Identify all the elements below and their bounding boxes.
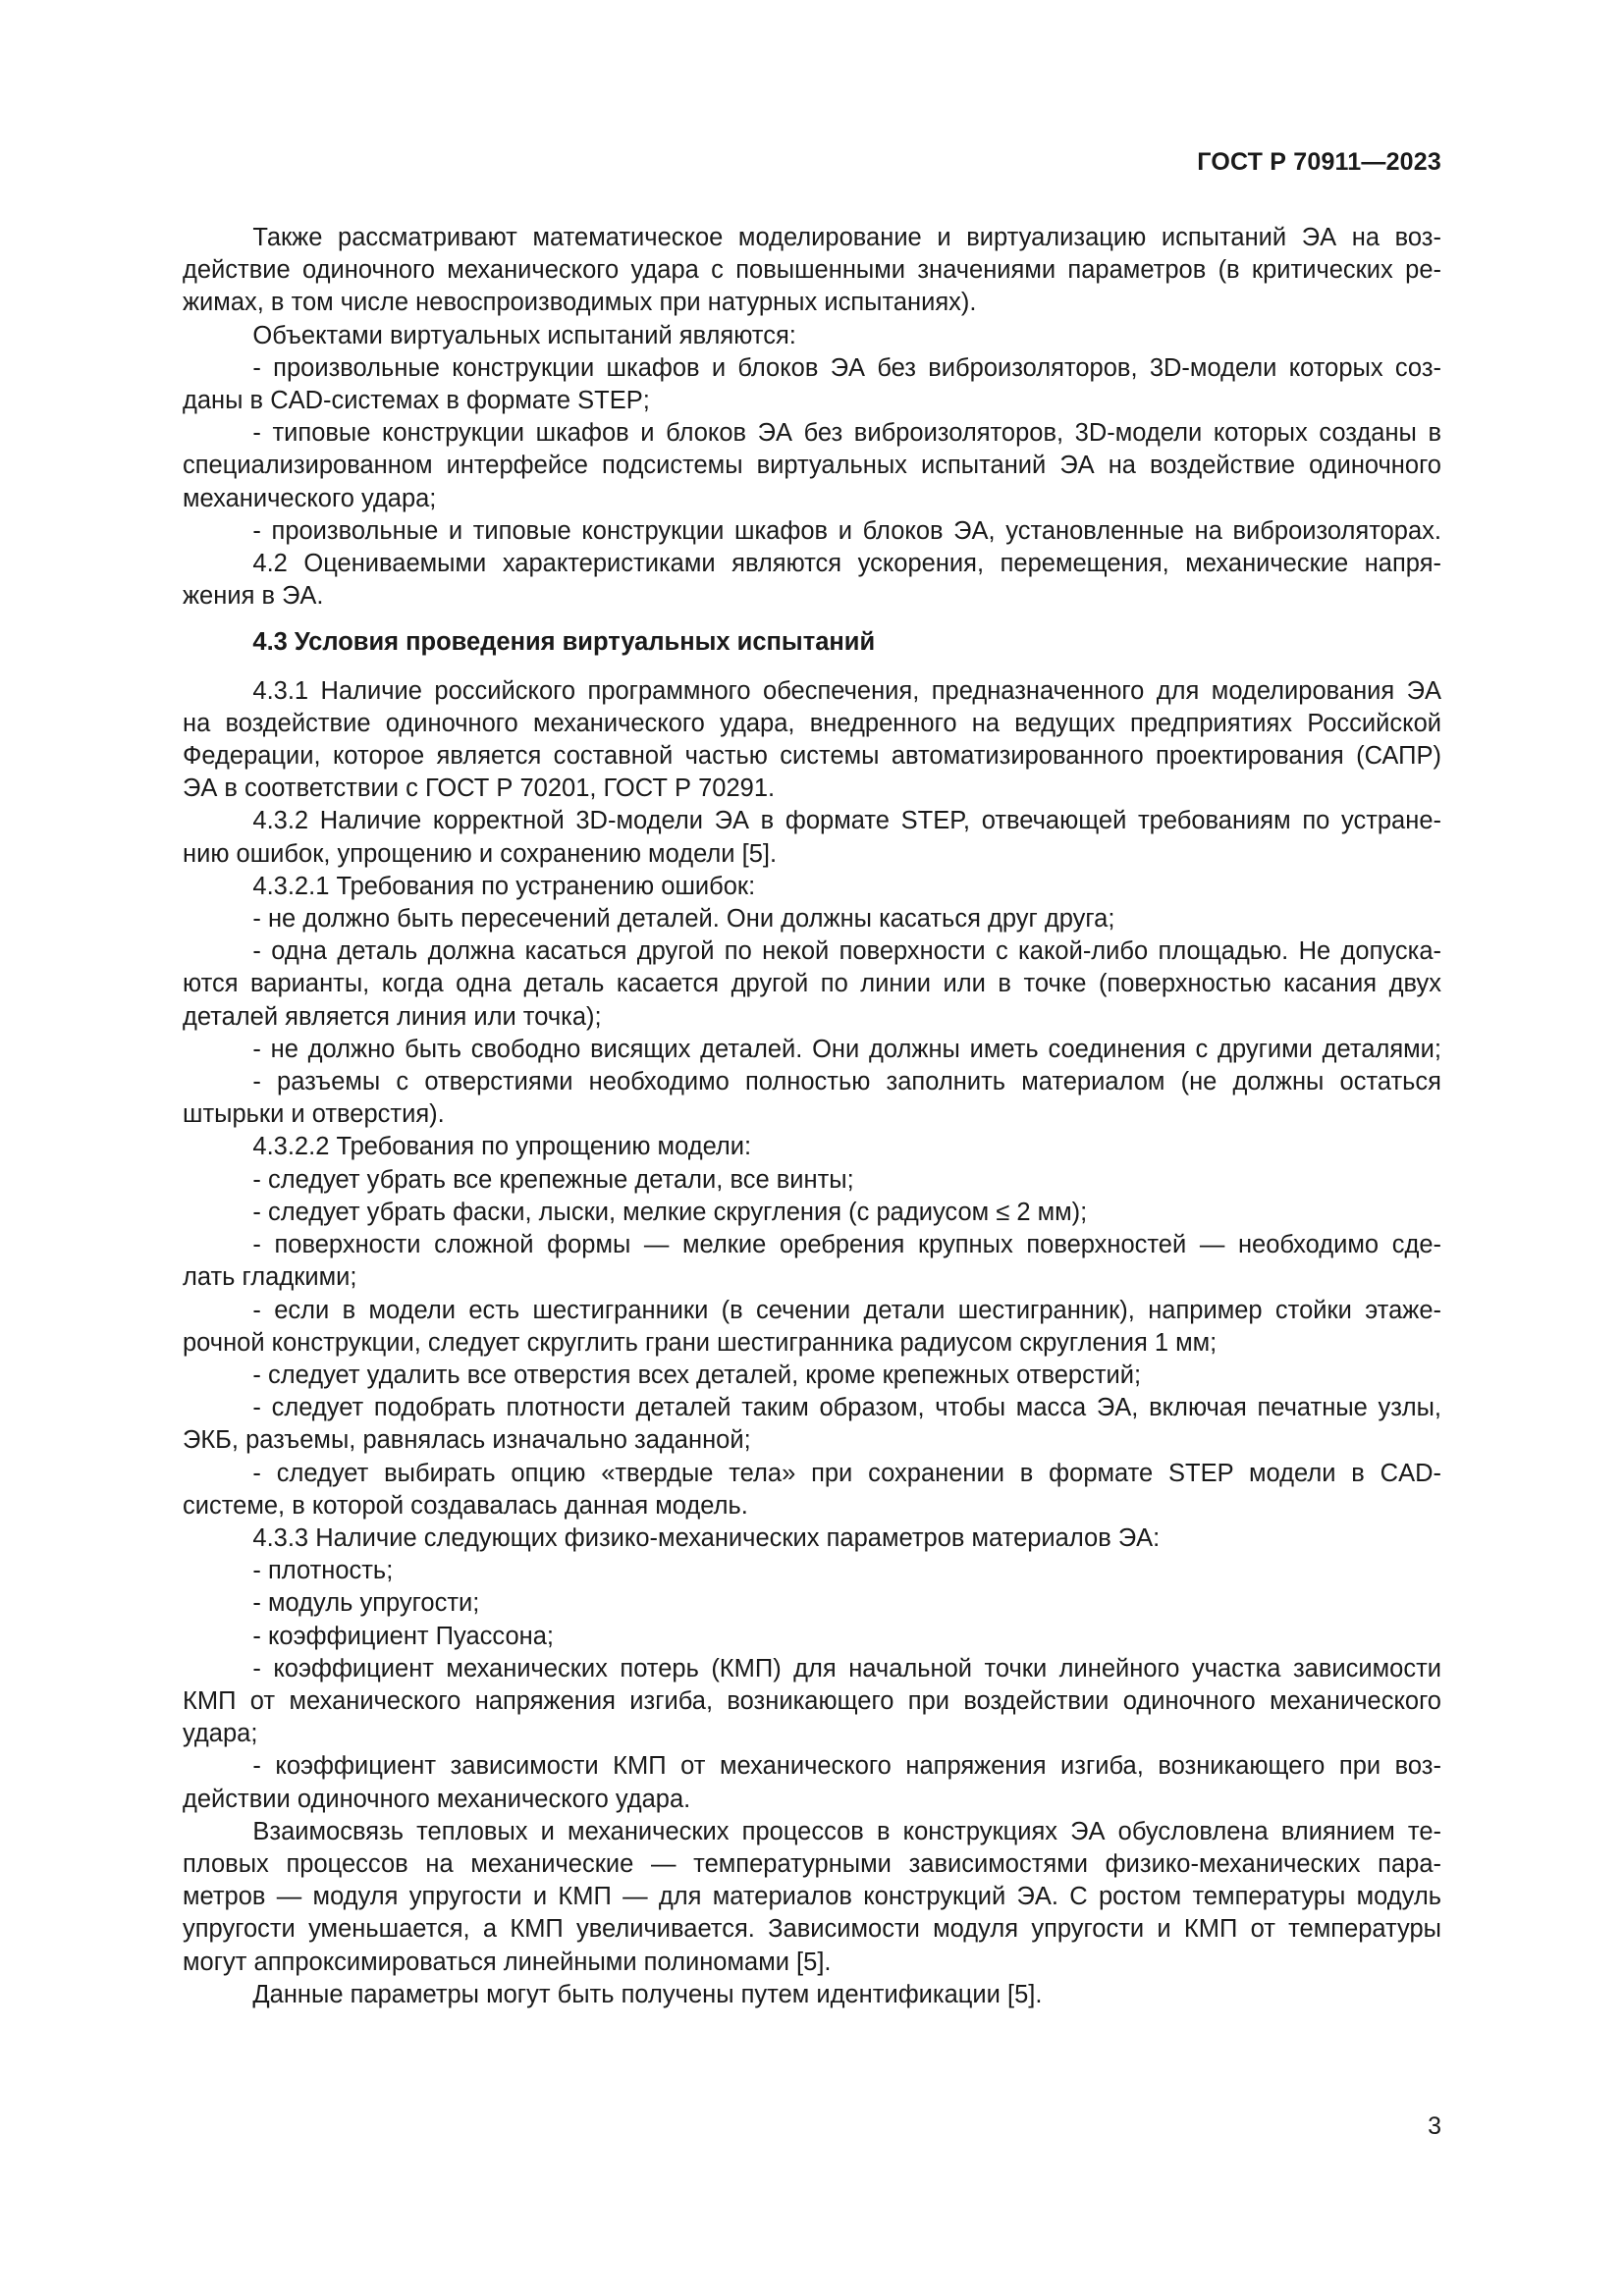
- text-line: деталей является линия или точка);: [183, 1002, 602, 1031]
- document-body: [183, 222, 1441, 2011]
- text-line: - следует подобрать плотности деталей таким образом, чтобы масса ЭА, включая печатные узлы,: [252, 1394, 1441, 1422]
- text-line: ЭА в соответствии с ГОСТ Р 70201, ГОСТ Р 70291.: [183, 774, 776, 803]
- text-line: - коэффициент механических потерь (КМП) для начальной точки линейного участка зависимости: [252, 1654, 1441, 1682]
- text-line: ются варианты, когда одна деталь касается другой по линии или в точке (поверхностью касания двух: [183, 970, 1441, 998]
- text-line: Также рассматривают математическое моделирование и виртуализацию испытаний ЭА на воз-: [252, 224, 1441, 251]
- text-line: - плотность;: [252, 1557, 394, 1585]
- text-line: - если в модели есть шестигранники (в сечении детали шестигранник), например стойки этаже-: [252, 1296, 1441, 1324]
- text-line: 4.3.1 Наличие российского программного обеспечения, предназначенного для моделирования ЭА: [252, 676, 1441, 705]
- text-line: жимах, в том числе невоспроизводимых при натурных испытаниях).: [183, 289, 977, 317]
- text-line: на воздействие одиночного механического удара, внедренного на ведущих предприятиях Российской: [183, 709, 1441, 737]
- text-line: могут аппроксимироваться линейными полиномами [5].: [183, 1948, 832, 1976]
- text-line: рочной конструкции, следует скруглить грани шестигранника радиусом скругления 1 мм;: [183, 1328, 1218, 1357]
- text-line: упругости уменьшается, а КМП увеличивается. Зависимости модуля упругости и КМП от температуры: [183, 1915, 1441, 1944]
- text-line: - произвольные и типовые конструкции шкафов и блоков ЭА, установленные на виброизоляторах.: [252, 516, 1441, 545]
- text-line: Данные параметры могут быть получены путем идентификации [5].: [252, 1980, 1043, 2008]
- text-line: - разъемы с отверстиями необходимо полностью заполнить материалом (не должны остаться: [252, 1068, 1441, 1096]
- text-line: - не должно быть свободно висящих деталей. Они должны иметь соединения с другими деталями;: [252, 1035, 1441, 1063]
- text-line: КМП от механического напряжения изгиба, возникающего при воздействии одиночного механического: [183, 1686, 1441, 1715]
- text-line: специализированном интерфейсе подсистемы виртуальных испытаний ЭА на воздействие одиночного: [183, 452, 1441, 480]
- text-line: - модуль упругости;: [252, 1589, 480, 1618]
- text-line: действие одиночного механического удара с повышенными значениями параметров (в критических ре-: [183, 256, 1441, 285]
- text-line: 4.3.2.1 Требования по устранению ошибок:: [252, 872, 756, 900]
- text-line: лать гладкими;: [183, 1263, 357, 1292]
- text-line: - коэффициент зависимости КМП от механического напряжения изгиба, возникающего при воз-: [252, 1752, 1441, 1781]
- text-line: Объектами виртуальных испытаний являются:: [252, 321, 796, 349]
- text-line: - следует убрать все крепежные детали, все винты;: [252, 1165, 854, 1194]
- text-line: пловых процессов на механические — температурными зависимостями физико-механических пара-: [183, 1849, 1441, 1878]
- text-line: Федерации, которое является составной частью системы автоматизированного проектирования (САПР): [183, 742, 1441, 771]
- text-line: удара;: [183, 1720, 258, 1748]
- section-4-3-paragraphs: [183, 675, 1441, 2011]
- text-line: - не должно быть пересечений деталей. Они должны касаться друг друга;: [252, 905, 1115, 934]
- text-line: системе, в которой создавалась данная модель.: [183, 1491, 748, 1520]
- text-line: метров — модуля упругости и КМП — для материалов конструкций ЭА. С ростом температуры модуль: [183, 1883, 1441, 1911]
- text-line: 4.3.2.2 Требования по упрощению модели:: [252, 1133, 752, 1161]
- text-line: - произвольные конструкции шкафов и блоков ЭА без виброизоляторов, 3D-модели которых соз-: [252, 353, 1441, 382]
- text-line: 4.3.2 Наличие корректной 3D-модели ЭА в формате STEP, отвечающей требованиям по устране-: [252, 807, 1441, 835]
- text-line: - следует удалить все отверстия всех деталей, кроме крепежных отверстий;: [252, 1361, 1142, 1389]
- text-line: - одна деталь должна касаться другой по некой поверхности с какой-либо площадью. Не допуска-: [252, 937, 1441, 966]
- text-line: - типовые конструкции шкафов и блоков ЭА без виброизоляторов, 3D-модели которых созданы в: [252, 419, 1441, 448]
- text-line: - следует выбирать опцию «твердые тела» при сохранении в формате STEP модели в CAD-: [252, 1459, 1441, 1487]
- text-line: ЭКБ, разъемы, равнялась изначально заданной;: [183, 1426, 751, 1455]
- text-line: штырьки и отверстия).: [183, 1100, 445, 1129]
- text-line: - коэффициент Пуассона;: [252, 1622, 554, 1650]
- document-code: ГОСТ Р 70911—2023: [1197, 148, 1441, 176]
- text-line: 4.2 Оцениваемыми характеристиками являются ускорения, перемещения, механические напря-: [252, 550, 1441, 578]
- text-line: 4.3.3 Наличие следующих физико-механических параметров материалов ЭА:: [252, 1523, 1161, 1552]
- text-line: жения в ЭА.: [183, 582, 324, 611]
- text-line: - поверхности сложной формы — мелкие оребрения крупных поверхностей — необходимо сде-: [252, 1231, 1441, 1259]
- text-line: - следует убрать фаски, лыски, мелкие скругления (с радиусом ≤ 2 мм);: [252, 1198, 1088, 1226]
- text-line: действии одиночного механического удара.: [183, 1785, 691, 1813]
- text-line: механического удара;: [183, 484, 437, 512]
- text-line: Взаимосвязь тепловых и механических процессов в конструкциях ЭА обусловлена влиянием те-: [252, 1817, 1441, 1845]
- text-line: даны в CAD-системах в формате STEP;: [183, 387, 650, 415]
- text-line: нию ошибок, упрощению и сохранению модели [5].: [183, 839, 778, 868]
- intro-paragraphs: [183, 222, 1441, 613]
- page-number: 3: [1428, 2112, 1441, 2140]
- section-heading: 4.3 Условия проведения виртуальных испытаний: [252, 628, 876, 657]
